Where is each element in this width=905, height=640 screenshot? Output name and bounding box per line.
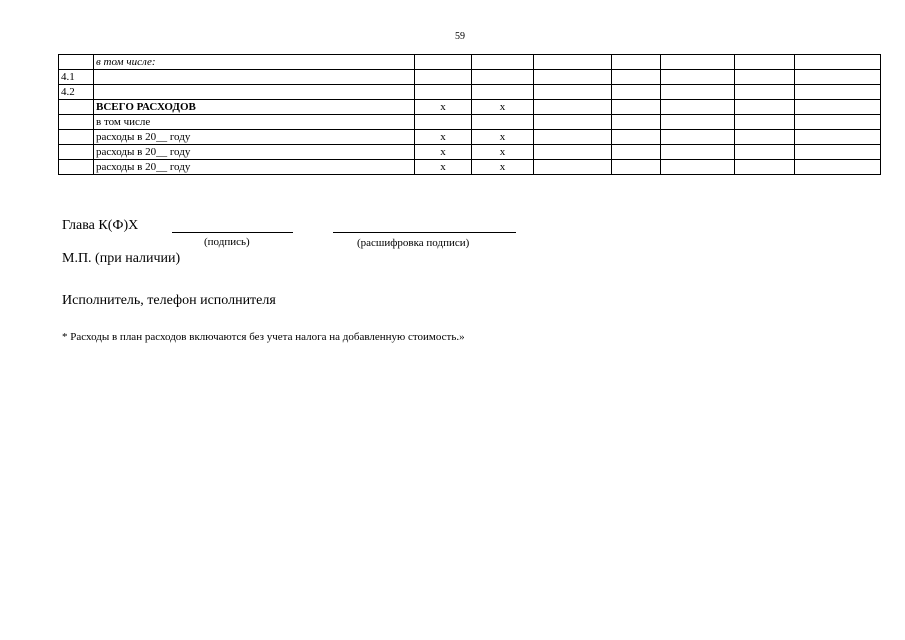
value-cell: [534, 70, 612, 85]
signature-decoding-caption: (расшифровка подписи): [357, 237, 470, 249]
value-cell: x: [415, 145, 472, 160]
value-cell: [472, 115, 534, 130]
footnote: * Расходы в план расходов включаются без учета налога на добавленную стоимость.»: [62, 331, 465, 343]
value-cell: [534, 145, 612, 160]
row-number-cell: [59, 55, 94, 70]
value-cell: [735, 70, 795, 85]
value-cell: [472, 55, 534, 70]
value-cell: [661, 55, 735, 70]
value-cell: [661, 115, 735, 130]
value-cell: x: [472, 145, 534, 160]
value-cell: [795, 70, 881, 85]
row-number-cell: 4.1: [59, 70, 94, 85]
table-row: [59, 100, 881, 115]
value-cell: [612, 100, 661, 115]
value-cell: [661, 145, 735, 160]
value-cell: x: [415, 130, 472, 145]
value-cell: [735, 160, 795, 175]
value-cell: [612, 55, 661, 70]
value-cell: [735, 145, 795, 160]
table-row: [59, 115, 881, 130]
value-cell: x: [415, 100, 472, 115]
value-cell: [534, 115, 612, 130]
value-cell: [415, 70, 472, 85]
value-cell: [612, 160, 661, 175]
table-row: [59, 70, 881, 85]
value-cell: [415, 85, 472, 100]
row-number-cell: 4.2: [59, 85, 94, 100]
signature-decoding-line: [333, 232, 516, 233]
value-cell: x: [472, 160, 534, 175]
table-row: [59, 145, 881, 160]
value-cell: [795, 100, 881, 115]
value-cell: [661, 70, 735, 85]
stamp-text: М.П. (при наличии): [62, 251, 181, 266]
row-number-cell: [59, 130, 94, 145]
row-number-cell: [59, 160, 94, 175]
value-cell: x: [472, 130, 534, 145]
value-cell: [661, 160, 735, 175]
value-cell: [612, 115, 661, 130]
table-row: [59, 55, 881, 70]
table-row: [59, 130, 881, 145]
value-cell: [415, 55, 472, 70]
value-cell: [661, 130, 735, 145]
value-cell: [735, 100, 795, 115]
value-cell: x: [415, 160, 472, 175]
expense-plan-table: [58, 54, 881, 175]
value-cell: [735, 115, 795, 130]
row-label-cell: в том числе: [94, 115, 415, 130]
value-cell: [472, 85, 534, 100]
row-label-cell: расходы в 20__ году: [94, 160, 415, 175]
value-cell: [795, 160, 881, 175]
value-cell: [612, 130, 661, 145]
row-number-cell: [59, 145, 94, 160]
value-cell: [534, 85, 612, 100]
value-cell: [472, 70, 534, 85]
value-cell: [534, 130, 612, 145]
value-cell: [534, 100, 612, 115]
table-row: [59, 160, 881, 175]
executor-text: Исполнитель, телефон исполнителя: [62, 293, 276, 308]
value-cell: [612, 145, 661, 160]
value-cell: [795, 115, 881, 130]
row-label-cell: [94, 70, 415, 85]
value-cell: [735, 55, 795, 70]
value-cell: x: [472, 100, 534, 115]
value-cell: [534, 160, 612, 175]
row-number-cell: [59, 100, 94, 115]
row-label-cell: в том числе:: [94, 55, 415, 70]
value-cell: [534, 55, 612, 70]
value-cell: [795, 130, 881, 145]
head-label: Глава К(Ф)Х: [62, 218, 139, 233]
row-number-cell: [59, 115, 94, 130]
table-body: [59, 55, 881, 175]
row-label-cell: расходы в 20__ году: [94, 130, 415, 145]
signature-line: [172, 232, 293, 233]
row-label-cell: [94, 85, 415, 100]
value-cell: [415, 115, 472, 130]
value-cell: [795, 145, 881, 160]
row-label-cell: ВСЕГО РАСХОДОВ: [94, 100, 415, 115]
value-cell: [661, 85, 735, 100]
value-cell: [735, 130, 795, 145]
value-cell: [661, 100, 735, 115]
signature-caption: (подпись): [204, 236, 250, 248]
value-cell: [612, 70, 661, 85]
value-cell: [735, 85, 795, 100]
row-label-cell: расходы в 20__ году: [94, 145, 415, 160]
page-number: 59: [455, 31, 465, 42]
value-cell: [795, 85, 881, 100]
value-cell: [612, 85, 661, 100]
value-cell: [795, 55, 881, 70]
table-row: [59, 85, 881, 100]
